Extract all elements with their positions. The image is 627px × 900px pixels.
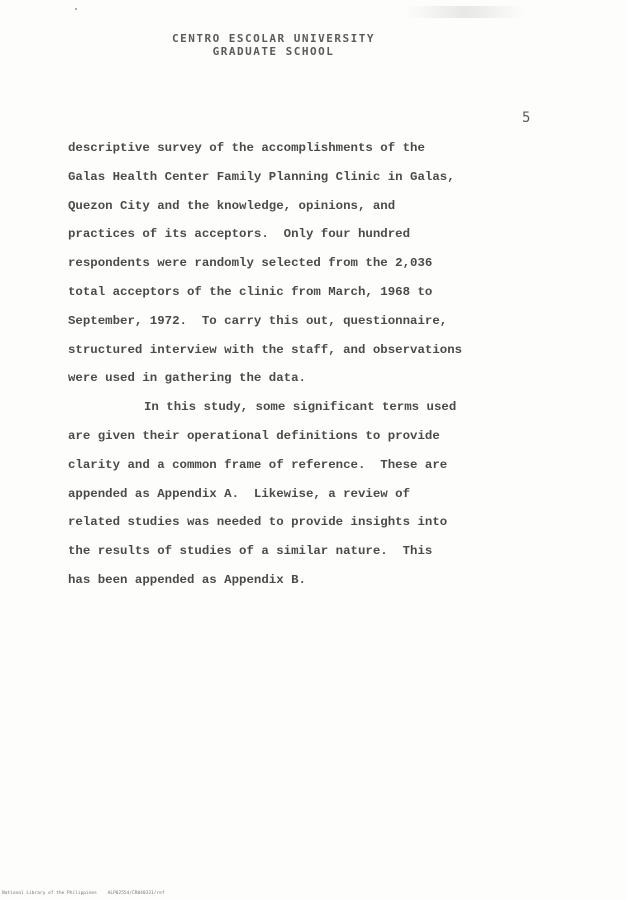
paragraph-1-line-5: respondents were randomly selected from the 2,036 — [68, 256, 433, 271]
paragraph-1-line-1: descriptive survey of the accomplishments of the — [68, 141, 425, 155]
paragraph-2-line-3: clarity and a common frame of reference. These are — [68, 457, 448, 472]
paragraph-2-line-5: related studies was needed to provide insights into — [68, 515, 448, 530]
paragraph-2-line-1: In this study, some significant terms used — [144, 400, 457, 415]
paragraph-2-line-4: appended as Appendix A. Likewise, a review of — [68, 486, 411, 501]
paragraph-2-line-6: the results of studies of a similar nature. This — [68, 544, 433, 559]
scan-footer-caption: National Library of the Philippines ALP02554/CR040331/ref — [2, 891, 165, 896]
paragraph-1-line-8: structured interview with the staff, and observations — [68, 342, 463, 357]
paragraph-1-line-3: Quezon City and the knowledge, opinions, and — [68, 198, 396, 213]
paragraph-1-line-2: Galas Health Center Family Planning Clinic in Galas, — [68, 169, 455, 184]
paragraph-1-line-7: September, 1972. To carry this out, questionnaire, — [68, 313, 448, 328]
paragraph-1-line-4: practices of its acceptors. Only four hundred — [68, 227, 411, 242]
scan-speck — [75, 8, 77, 10]
letterhead-institution: CENTRO ESCOLAR UNIVERSITY — [171, 32, 376, 45]
scan-smudge — [405, 6, 525, 18]
page-number: 5 — [522, 110, 531, 126]
paragraph-1-line-9: were used in gathering the data. — [68, 371, 306, 386]
paragraph-2-line-7: has been appended as Appendix B. — [68, 572, 306, 587]
body-text — [68, 134, 568, 595]
paragraph-2-line-2: are given their operational definitions to provide — [68, 428, 440, 443]
letterhead-school: GRADUATE SCHOOL — [212, 45, 335, 58]
paragraph-1-line-6: total acceptors of the clinic from March, 1968 to — [68, 284, 433, 299]
